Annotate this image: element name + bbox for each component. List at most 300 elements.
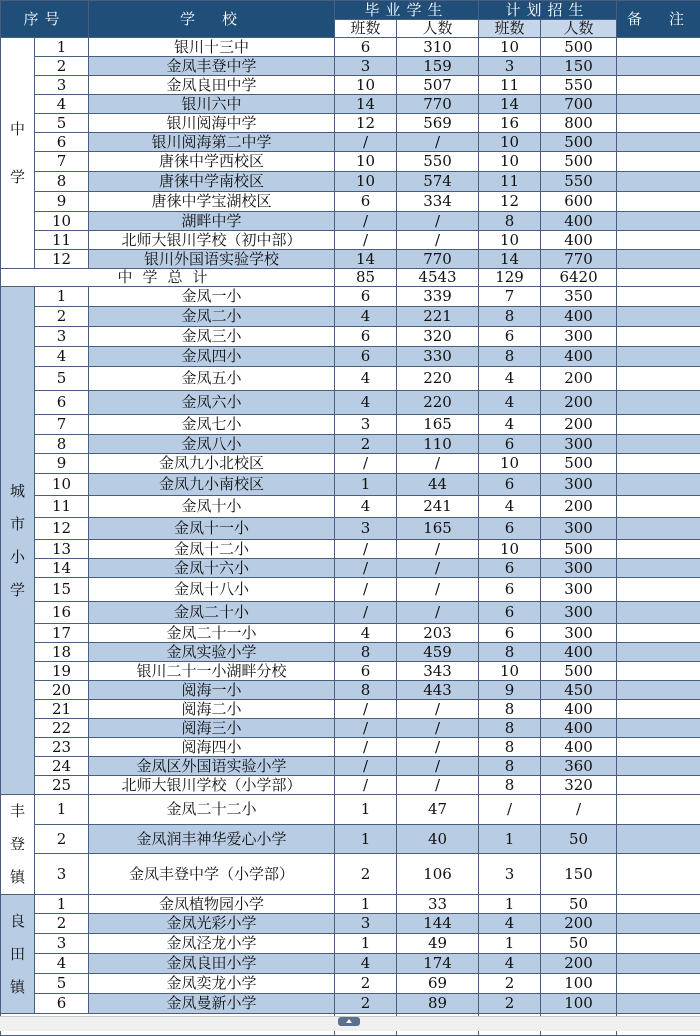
grad-people: / xyxy=(397,559,479,578)
row-seq: 15 xyxy=(35,578,89,602)
notes-cell xyxy=(617,114,700,133)
row-seq: 4 xyxy=(35,95,89,114)
notes-cell xyxy=(617,914,700,934)
notes-cell xyxy=(617,287,700,307)
row-seq: 4 xyxy=(35,347,89,367)
notes-cell xyxy=(617,152,700,172)
school-name: 金凤良田小学 xyxy=(89,954,335,974)
table-row xyxy=(1,95,700,114)
table-row xyxy=(1,192,700,212)
row-seq: 23 xyxy=(35,738,89,757)
grad-classes: 10 xyxy=(335,76,397,95)
grad-people: 203 xyxy=(397,624,479,643)
grad-people: 443 xyxy=(397,681,479,700)
row-seq: 6 xyxy=(35,133,89,152)
table-row xyxy=(1,824,700,854)
notes-cell xyxy=(617,662,700,681)
plan-classes: 10 xyxy=(479,231,541,250)
notes-cell xyxy=(617,700,700,719)
plan-classes: 8 xyxy=(479,212,541,231)
school-name: 金凤八小 xyxy=(89,435,335,454)
grad-people: 334 xyxy=(397,192,479,212)
header-plan-people: 人数 xyxy=(541,20,617,38)
notes-cell xyxy=(617,172,700,192)
grad-classes: 6 xyxy=(335,327,397,347)
notes-cell xyxy=(617,474,700,496)
table-row xyxy=(1,719,700,738)
header-plan: 计划招生 xyxy=(479,1,617,20)
grad-people: 144 xyxy=(397,914,479,934)
plan-classes: 10 xyxy=(479,662,541,681)
plan-people: 400 xyxy=(541,700,617,719)
table-row xyxy=(1,662,700,681)
grad-classes: 6 xyxy=(335,347,397,367)
notes-cell xyxy=(617,38,700,57)
school-name: 金凤十八小 xyxy=(89,578,335,602)
row-seq: 20 xyxy=(35,681,89,700)
plan-classes: 6 xyxy=(479,474,541,496)
notes-cell xyxy=(617,367,700,391)
grad-classes: 4 xyxy=(335,391,397,415)
plan-people: 360 xyxy=(541,757,617,776)
plan-people: / xyxy=(541,795,617,825)
header-grad-classes: 班数 xyxy=(335,20,397,38)
plan-classes: 11 xyxy=(479,76,541,95)
notes-cell xyxy=(617,250,700,269)
notes-cell xyxy=(617,76,700,95)
school-name: 金凤奕龙小学 xyxy=(89,974,335,994)
grad-people: 459 xyxy=(397,643,479,662)
grad-classes: 4 xyxy=(335,496,397,518)
table-row xyxy=(1,518,700,540)
plan-classes: 6 xyxy=(479,327,541,347)
notes-cell xyxy=(617,95,700,114)
plan-classes: 6 xyxy=(479,624,541,643)
plan-people: 50 xyxy=(541,895,617,914)
grad-classes: 4 xyxy=(335,307,397,327)
school-name: 金凤六小 xyxy=(89,391,335,415)
plan-classes: 10 xyxy=(479,38,541,57)
table-row xyxy=(1,994,700,1014)
grad-classes: 6 xyxy=(335,192,397,212)
table-row xyxy=(1,133,700,152)
school-name: 湖畔中学 xyxy=(89,212,335,231)
grad-people: 165 xyxy=(397,415,479,435)
grad-classes: / xyxy=(335,212,397,231)
school-name: 金凤三小 xyxy=(89,327,335,347)
row-seq: 10 xyxy=(35,212,89,231)
plan-people: 100 xyxy=(541,974,617,994)
grad-people: 330 xyxy=(397,347,479,367)
grad-people: 569 xyxy=(397,114,479,133)
plan-people: 400 xyxy=(541,307,617,327)
category-label: 良田镇 xyxy=(10,905,26,1004)
plan-people: 500 xyxy=(541,540,617,559)
row-seq: 22 xyxy=(35,719,89,738)
grad-classes: 2 xyxy=(335,974,397,994)
grad-people: 339 xyxy=(397,287,479,307)
notes-cell xyxy=(617,540,700,559)
plan-classes: 3 xyxy=(479,854,541,895)
plan-classes: 1 xyxy=(479,895,541,914)
grad-people: / xyxy=(397,212,479,231)
plan-people: 200 xyxy=(541,391,617,415)
grad-classes: 14 xyxy=(335,250,397,269)
grad-people: 106 xyxy=(397,854,479,895)
plan-classes: 6 xyxy=(479,559,541,578)
grad-people: 159 xyxy=(397,57,479,76)
plan-classes: 4 xyxy=(479,954,541,974)
school-name: 金凤五小 xyxy=(89,367,335,391)
notes-cell xyxy=(617,854,700,895)
notes-cell xyxy=(617,327,700,347)
grad-people: 174 xyxy=(397,954,479,974)
grad-classes: / xyxy=(335,700,397,719)
grad-classes: / xyxy=(335,719,397,738)
grad-classes: / xyxy=(335,602,397,624)
school-name: 金凤九小南校区 xyxy=(89,474,335,496)
table-row xyxy=(1,914,700,934)
plan-classes: 10 xyxy=(479,133,541,152)
header-plan-classes: 班数 xyxy=(479,20,541,38)
table-row xyxy=(1,76,700,95)
school-name: 唐徕中学西校区 xyxy=(89,152,335,172)
school-name: 北师大银川学校（初中部） xyxy=(89,231,335,250)
notes-cell xyxy=(617,795,700,825)
notes-cell xyxy=(617,347,700,367)
row-seq: 7 xyxy=(35,152,89,172)
school-name: 金凤十二小 xyxy=(89,540,335,559)
notes-cell xyxy=(617,307,700,327)
table-row xyxy=(1,624,700,643)
school-name: 银川二十一小湖畔分校 xyxy=(89,662,335,681)
plan-classes: 4 xyxy=(479,415,541,435)
row-seq: 8 xyxy=(35,435,89,454)
plan-people: 400 xyxy=(541,231,617,250)
plan-classes: 8 xyxy=(479,719,541,738)
plan-classes: 2 xyxy=(479,974,541,994)
category-middle xyxy=(1,38,35,269)
grad-people: 220 xyxy=(397,367,479,391)
total-plan-people: 6420 xyxy=(541,269,617,287)
grad-people: 343 xyxy=(397,662,479,681)
row-seq: 4 xyxy=(35,954,89,974)
middle-total-row xyxy=(1,269,700,287)
school-name: 金凤九小北校区 xyxy=(89,454,335,474)
plan-people: 150 xyxy=(541,854,617,895)
row-seq: 24 xyxy=(35,757,89,776)
table-row xyxy=(1,974,700,994)
row-seq: 5 xyxy=(35,114,89,133)
notes-cell xyxy=(617,681,700,700)
table-row xyxy=(1,454,700,474)
grad-classes: / xyxy=(335,133,397,152)
plan-classes: 6 xyxy=(479,518,541,540)
school-name: 银川六中 xyxy=(89,95,335,114)
plan-people: 200 xyxy=(541,954,617,974)
plan-classes: 8 xyxy=(479,307,541,327)
row-seq: 3 xyxy=(35,934,89,954)
row-seq: 18 xyxy=(35,643,89,662)
grad-people: / xyxy=(397,776,479,795)
plan-people: 770 xyxy=(541,250,617,269)
total-notes xyxy=(617,269,700,287)
table-row xyxy=(1,776,700,795)
table-row xyxy=(1,795,700,825)
plan-classes: 3 xyxy=(479,57,541,76)
notes-cell xyxy=(617,518,700,540)
plan-people: 350 xyxy=(541,287,617,307)
grad-people: 550 xyxy=(397,152,479,172)
table-row xyxy=(1,415,700,435)
school-name: 金凤十六小 xyxy=(89,559,335,578)
grad-classes: 1 xyxy=(335,895,397,914)
table-row xyxy=(1,172,700,192)
row-seq: 6 xyxy=(35,391,89,415)
notes-cell xyxy=(617,391,700,415)
grad-people: 220 xyxy=(397,391,479,415)
table-row xyxy=(1,895,700,914)
plan-classes: 10 xyxy=(479,454,541,474)
school-name: 金凤十一小 xyxy=(89,518,335,540)
notes-cell xyxy=(617,192,700,212)
plan-classes: 8 xyxy=(479,757,541,776)
table-row xyxy=(1,854,700,895)
table-row xyxy=(1,602,700,624)
grad-classes: 1 xyxy=(335,474,397,496)
school-name: 金凤二十一小 xyxy=(89,624,335,643)
grad-classes: 1 xyxy=(335,824,397,854)
grad-people: 40 xyxy=(397,824,479,854)
table-row xyxy=(1,757,700,776)
plan-people: 150 xyxy=(541,57,617,76)
notes-cell xyxy=(617,496,700,518)
plan-people: 300 xyxy=(541,559,617,578)
plan-people: 300 xyxy=(541,578,617,602)
plan-people: 300 xyxy=(541,474,617,496)
plan-people: 500 xyxy=(541,38,617,57)
grad-people: / xyxy=(397,231,479,250)
grad-people: 320 xyxy=(397,327,479,347)
grad-classes: 4 xyxy=(335,954,397,974)
plan-people: 300 xyxy=(541,624,617,643)
plan-people: 300 xyxy=(541,518,617,540)
grad-people: 770 xyxy=(397,250,479,269)
grad-people: 69 xyxy=(397,974,479,994)
row-seq: 5 xyxy=(35,974,89,994)
plan-people: 800 xyxy=(541,114,617,133)
school-name: 金凤良田中学 xyxy=(89,76,335,95)
row-seq: 7 xyxy=(35,415,89,435)
school-name: 金凤二十小 xyxy=(89,602,335,624)
total-grad-classes: 85 xyxy=(335,269,397,287)
table-row xyxy=(1,391,700,415)
plan-classes: 10 xyxy=(479,152,541,172)
school-name: 金凤二十二小 xyxy=(89,795,335,825)
table-row xyxy=(1,152,700,172)
plan-classes: 7 xyxy=(479,287,541,307)
table-row xyxy=(1,212,700,231)
row-seq: 2 xyxy=(35,914,89,934)
plan-classes: 8 xyxy=(479,776,541,795)
plan-classes: 8 xyxy=(479,643,541,662)
plan-people: 400 xyxy=(541,347,617,367)
grad-classes: 6 xyxy=(335,662,397,681)
table-row xyxy=(1,38,700,57)
row-seq: 3 xyxy=(35,327,89,347)
row-seq: 3 xyxy=(35,76,89,95)
grad-people: 221 xyxy=(397,307,479,327)
notes-cell xyxy=(617,231,700,250)
row-seq: 12 xyxy=(35,518,89,540)
row-seq: 13 xyxy=(35,540,89,559)
category-city xyxy=(1,287,35,795)
notes-cell xyxy=(617,757,700,776)
table-row xyxy=(1,287,700,307)
table-row xyxy=(1,934,700,954)
school-name: 唐徕中学宝湖校区 xyxy=(89,192,335,212)
table-row xyxy=(1,57,700,76)
plan-people: 100 xyxy=(541,994,617,1014)
school-name: 阅海三小 xyxy=(89,719,335,738)
notes-cell xyxy=(617,624,700,643)
table-row xyxy=(1,474,700,496)
category-liangtian xyxy=(1,895,35,1014)
grad-people: 165 xyxy=(397,518,479,540)
row-seq: 14 xyxy=(35,559,89,578)
grad-classes: 10 xyxy=(335,172,397,192)
plan-classes: 4 xyxy=(479,914,541,934)
row-seq: 9 xyxy=(35,192,89,212)
grad-people: / xyxy=(397,602,479,624)
grad-classes: / xyxy=(335,559,397,578)
table-row xyxy=(1,327,700,347)
header-seq: 序号 xyxy=(1,1,89,38)
school-name: 阅海一小 xyxy=(89,681,335,700)
grad-classes: / xyxy=(335,578,397,602)
plan-people: 300 xyxy=(541,435,617,454)
grad-people: 310 xyxy=(397,38,479,57)
plan-classes: 6 xyxy=(479,602,541,624)
plan-people: 400 xyxy=(541,719,617,738)
grad-people: 33 xyxy=(397,895,479,914)
row-seq: 1 xyxy=(35,38,89,57)
grad-classes: 2 xyxy=(335,435,397,454)
school-name: 银川十三中 xyxy=(89,38,335,57)
grad-people: / xyxy=(397,454,479,474)
grad-people: 44 xyxy=(397,474,479,496)
category-label: 中学 xyxy=(10,105,26,201)
grad-classes: 12 xyxy=(335,114,397,133)
notes-cell xyxy=(617,454,700,474)
total-grad-people: 4543 xyxy=(397,269,479,287)
grad-classes: 2 xyxy=(335,854,397,895)
grad-classes: 4 xyxy=(335,367,397,391)
grad-classes: 10 xyxy=(335,152,397,172)
row-seq: 12 xyxy=(35,250,89,269)
grad-people: 89 xyxy=(397,994,479,1014)
notes-cell xyxy=(617,602,700,624)
table-row xyxy=(1,231,700,250)
school-name: 金凤十小 xyxy=(89,496,335,518)
row-seq: 1 xyxy=(35,795,89,825)
plan-people: 320 xyxy=(541,776,617,795)
plan-people: 200 xyxy=(541,367,617,391)
plan-classes: / xyxy=(479,795,541,825)
grad-classes: / xyxy=(335,757,397,776)
table-row xyxy=(1,367,700,391)
plan-classes: 12 xyxy=(479,192,541,212)
row-seq: 16 xyxy=(35,602,89,624)
school-name: 金凤四小 xyxy=(89,347,335,367)
table-row xyxy=(1,738,700,757)
grad-classes: 3 xyxy=(335,518,397,540)
plan-people: 50 xyxy=(541,934,617,954)
school-name: 金凤七小 xyxy=(89,415,335,435)
row-seq: 25 xyxy=(35,776,89,795)
header-graduates: 毕业学生 xyxy=(335,1,479,20)
category-label: 丰登镇 xyxy=(10,795,26,894)
plan-classes: 8 xyxy=(479,347,541,367)
school-name: 银川外国语实验学校 xyxy=(89,250,335,269)
grad-classes: / xyxy=(335,738,397,757)
grad-classes: / xyxy=(335,776,397,795)
grad-people: / xyxy=(397,700,479,719)
scroll-up-icon[interactable] xyxy=(338,1017,360,1026)
grad-classes: 8 xyxy=(335,681,397,700)
plan-classes: 1 xyxy=(479,824,541,854)
notes-cell xyxy=(617,559,700,578)
notes-cell xyxy=(617,57,700,76)
plan-people: 500 xyxy=(541,662,617,681)
plan-people: 700 xyxy=(541,95,617,114)
plan-people: 500 xyxy=(541,152,617,172)
plan-classes: 9 xyxy=(479,681,541,700)
grad-classes: 1 xyxy=(335,795,397,825)
row-seq: 6 xyxy=(35,994,89,1014)
plan-classes: 8 xyxy=(479,700,541,719)
plan-people: 300 xyxy=(541,602,617,624)
grad-people: 49 xyxy=(397,934,479,954)
table-row xyxy=(1,347,700,367)
grad-people: / xyxy=(397,757,479,776)
grad-classes: / xyxy=(335,231,397,250)
table-row xyxy=(1,681,700,700)
category-label: 城市小学 xyxy=(10,475,26,607)
notes-cell xyxy=(617,994,700,1014)
header-grad-people: 人数 xyxy=(397,20,479,38)
school-name: 阅海二小 xyxy=(89,700,335,719)
table-row xyxy=(1,643,700,662)
grad-people: 110 xyxy=(397,435,479,454)
notes-cell xyxy=(617,719,700,738)
grad-people: 507 xyxy=(397,76,479,95)
row-seq: 2 xyxy=(35,57,89,76)
row-seq: 11 xyxy=(35,231,89,250)
school-name: 金凤丰登中学 xyxy=(89,57,335,76)
notes-cell xyxy=(617,954,700,974)
row-seq: 11 xyxy=(35,496,89,518)
plan-classes: 2 xyxy=(479,994,541,1014)
header-notes: 备 注 xyxy=(617,1,700,38)
plan-classes: 14 xyxy=(479,250,541,269)
header-school: 学 校 xyxy=(89,1,335,38)
plan-people: 550 xyxy=(541,172,617,192)
table-row xyxy=(1,435,700,454)
grad-people: 47 xyxy=(397,795,479,825)
total-label: 中学总计 xyxy=(1,269,335,287)
plan-people: 300 xyxy=(541,327,617,347)
